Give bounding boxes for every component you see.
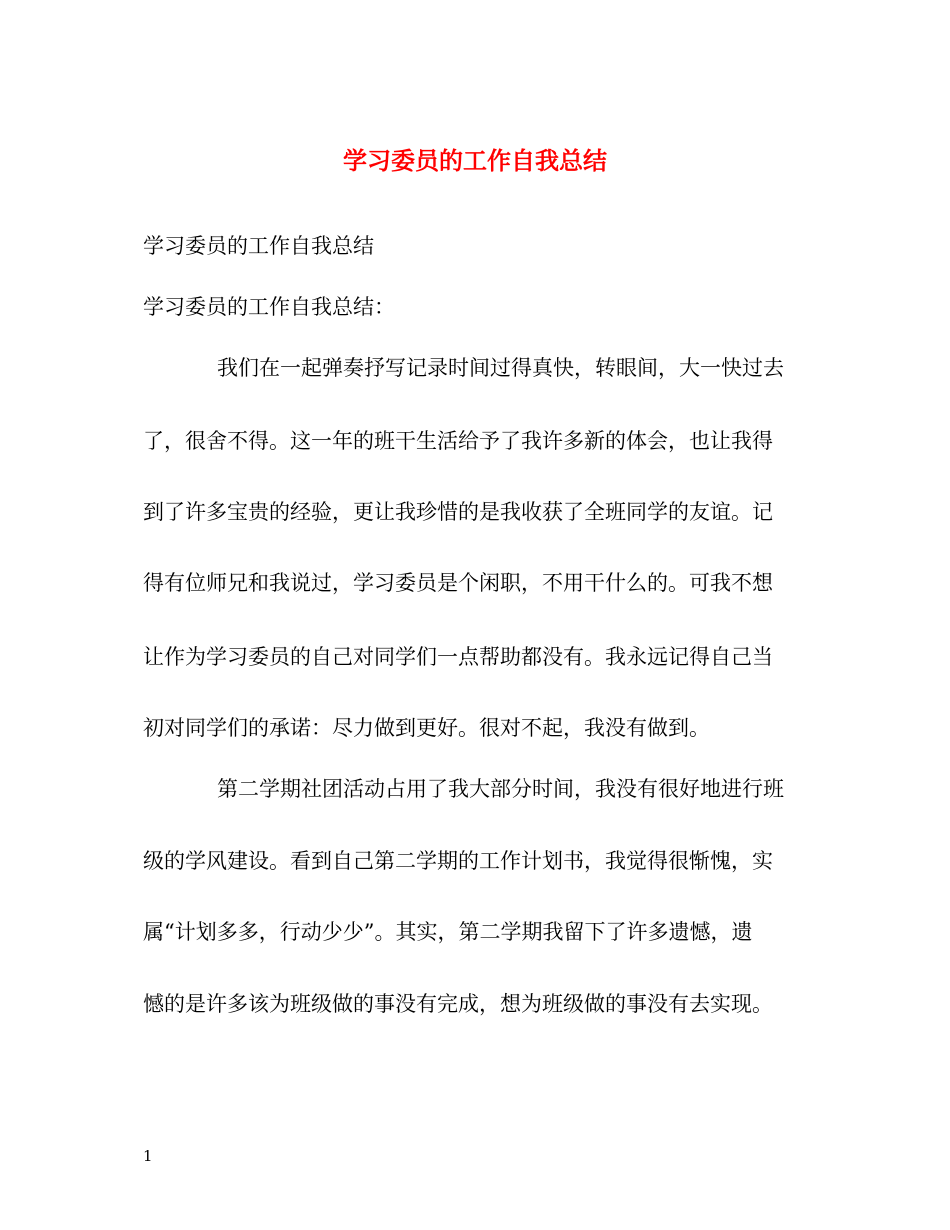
paragraph-line: 憾的是许多该为班级做的事没有完成，想为班级做的事没有去实现。: [143, 992, 773, 1016]
document-title: 学习委员的工作自我总结: [343, 146, 607, 175]
paragraph-line: 我们在一起弹奏抒写记录时间过得真快，转眼间，大一快过去: [217, 356, 784, 380]
paragraph-line: 了，很舍不得。这一年的班干生活给予了我许多新的体会，也让我得: [143, 429, 773, 453]
paragraph-line: 让作为学习委员的自己对同学们一点帮助都没有。我永远记得自己当: [143, 645, 773, 669]
page-number: 1: [143, 1147, 153, 1165]
intro-line: 学习委员的工作自我总结：: [143, 295, 395, 319]
paragraph-line: 级的学风建设。看到自己第二学期的工作计划书，我觉得很惭愧，实: [143, 849, 773, 873]
paragraph-line: 第二学期社团活动占用了我大部分时间，我没有很好地进行班: [217, 777, 784, 801]
paragraph-line: 得有位师兄和我说过，学习委员是个闲职，不用干什么的。可我不想: [143, 571, 773, 595]
paragraph-line: 初对同学们的承诺：尽力做到更好。很对不起，我没有做到。: [143, 716, 710, 740]
paragraph-line: 属“计划多多，行动少少”。其实，第二学期我留下了许多遗憾，遗: [143, 920, 753, 944]
heading-line: 学习委员的工作自我总结: [143, 234, 374, 258]
paragraph-line: 到了许多宝贵的经验，更让我珍惜的是我收获了全班同学的友谊。记: [143, 500, 773, 524]
